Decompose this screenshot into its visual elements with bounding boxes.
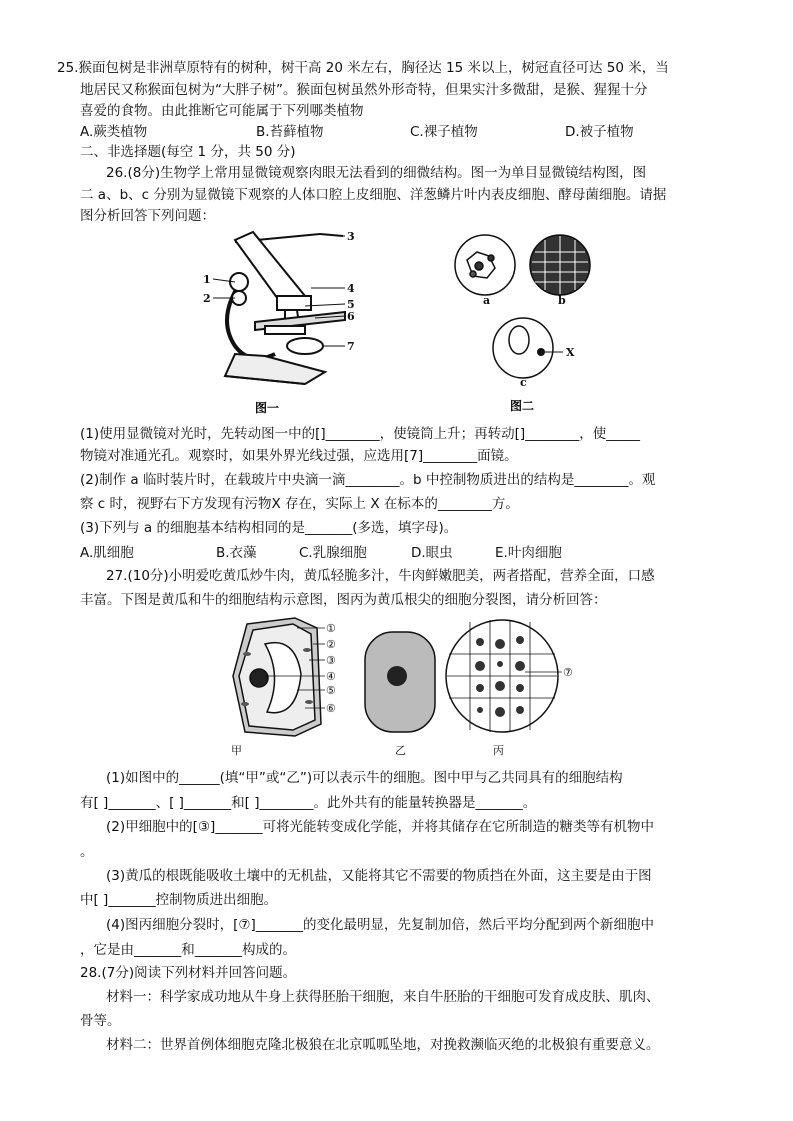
q25-line1: 25.猴面包树是非洲草原特有的树种，树干高 20 米左右，胸径达 15 米以上，树冠直径可达 50 米，当 (57, 60, 669, 76)
mark-7: ⑦ (563, 666, 573, 679)
q27-line2: 丰富。下图是黄瓜和牛的细胞结构示意图，图丙为黄瓜根尖的细胞分裂图，请分析回答： (80, 592, 607, 608)
q27-sub3-line1: (3)黄瓜的根既能吸收土壤中的无机盐，又能将其它不需要的物质挡在外面，这主要是由于图 (106, 868, 652, 884)
microscope-label-7: 7 (347, 340, 355, 353)
q26-option-d: D.眼虫 (411, 545, 453, 561)
q26-option-b: B.衣藻 (216, 545, 257, 561)
microscope-figure (195, 226, 370, 416)
mark-5: ⑤ (326, 684, 336, 697)
q26-option-c: C.乳腺细胞 (299, 545, 367, 561)
mark-2: ② (326, 638, 336, 651)
q26-option-a: A.肌细胞 (80, 545, 134, 561)
q27-line1: 27.(10分)小明爱吃黄瓜炒牛肉，黄瓜轻脆多汁，牛肉鲜嫩肥美，两者搭配，营养全面，口感 (106, 568, 655, 584)
microscope-label-6: 6 (347, 310, 355, 323)
q27-sub4-line1: (4)图丙细胞分裂时，[⑦]_______的变化最明显，先复制加倍，然后平均分配到两个新细胞中 (106, 917, 655, 933)
q27-sub4-line2: ，它是由_______和_______构成的。 (80, 942, 296, 958)
q28-material2: 材料二：世界首例体细胞克隆北极狼在北京呱呱坠地，对挽救濒临灭绝的北极狼有重要意义。 (106, 1037, 660, 1053)
cell-label-bing: 丙 (493, 744, 504, 757)
q27-sub2-line1: (2)甲细胞中的[③]_______可将光能转变成化学能，并将其储存在它所制造的糖类等有机物中 (106, 819, 655, 835)
q25-line3: 喜爱的食物。由此推断它可能属于下列哪类植物 (80, 103, 364, 119)
cells-figure-2 (445, 230, 605, 416)
q26-line3: 图分析回答下列问题： (80, 208, 215, 224)
q25-option-a: A.蕨类植物 (80, 124, 148, 140)
cell-label-jia: 甲 (231, 744, 242, 757)
q26-sub2-line2: 察 c 时，视野右下方发现有污物X 存在，实际上 X 在标本的________方。 (80, 496, 519, 512)
q28-line1: 28.(7分)阅读下列材料并回答问题。 (80, 965, 297, 981)
cell-structure-figure (225, 614, 585, 760)
q27-sub1-line1: (1)如图中的______(填“甲”或“乙”)可以表示牛的细胞。图中甲与乙共同具有的细胞结构 (106, 770, 623, 786)
microscope-label-5: 5 (347, 298, 355, 311)
microscope-label-1: 1 (203, 273, 211, 286)
q27-sub3-line2: 中[ ]_______控制物质进出细胞。 (80, 892, 278, 908)
mark-4: ④ (326, 670, 336, 683)
q26-option-e: E.叶肉细胞 (495, 545, 562, 561)
q26-line1: 26.(8分)生物学上常用显微镜观察肉眼无法看到的细微结构。图一为单目显微镜结构图，图 (106, 165, 647, 181)
microscope-label-4: 4 (347, 282, 355, 295)
q28-material1-line1: 材料一：科学家成功地从牛身上获得胚胎干细胞，来自牛胚胎的干细胞可发育成皮肤、肌肉、 (106, 989, 660, 1005)
cell-label-c: c (520, 376, 527, 389)
section-heading: 二、非选择题(每空 1 分，共 50 分) (80, 144, 296, 160)
q26-sub1-line2: 物镜对准通光孔。观察时，如果外界光线过强，应选用[7]________面镜。 (80, 448, 518, 464)
q26-sub3: (3)下列与 a 的细胞基本结构相同的是_______(多选，填字母)。 (80, 520, 458, 536)
microscope-label-3: 3 (347, 230, 355, 243)
q27-sub2-line2: 。 (80, 844, 94, 860)
q26-sub1-line1: (1)使用显微镜对光时，先转动图一中的[]________，使镜筒上升；再转动[]________，使_____ (80, 426, 640, 442)
figure1-caption: 图一 (255, 401, 280, 415)
cell-label-yi: 乙 (395, 744, 406, 757)
q25-option-c: C.裸子植物 (410, 124, 478, 140)
q25-line2: 地居民又称猴面包树为“大胖子树”。猴面包树虽然外形奇特，但果实汁多微甜，是猴、猩猩十分 (80, 82, 648, 98)
cell-label-x: X (566, 346, 575, 359)
microscope-label-2: 2 (203, 292, 211, 305)
q26-sub2-line1: (2)制作 a 临时装片时，在载玻片中央滴一滴________。b 中控制物质进出的结构是________。观 (80, 472, 656, 488)
q25-option-d: D.被子植物 (565, 124, 634, 140)
mark-6: ⑥ (326, 702, 336, 715)
mark-1: ① (326, 622, 336, 635)
q27-sub1-line2: 有[ ]_______、[ ]_______和[ ]________。此外共有的能量转换器是_______。 (80, 795, 537, 811)
cell-label-b: b (558, 294, 566, 307)
figure2-caption: 图二 (510, 399, 535, 413)
q25-option-b: B.苔藓植物 (256, 124, 324, 140)
q26-line2: 二 a、b、c 分别为显微镜下观察的人体口腔上皮细胞、洋葱鳞片叶内表皮细胞、酵母菌细胞。请据 (80, 187, 667, 203)
cell-label-a: a (483, 294, 491, 307)
q28-material1-line2: 骨等。 (80, 1013, 121, 1029)
mark-3: ③ (326, 654, 336, 667)
